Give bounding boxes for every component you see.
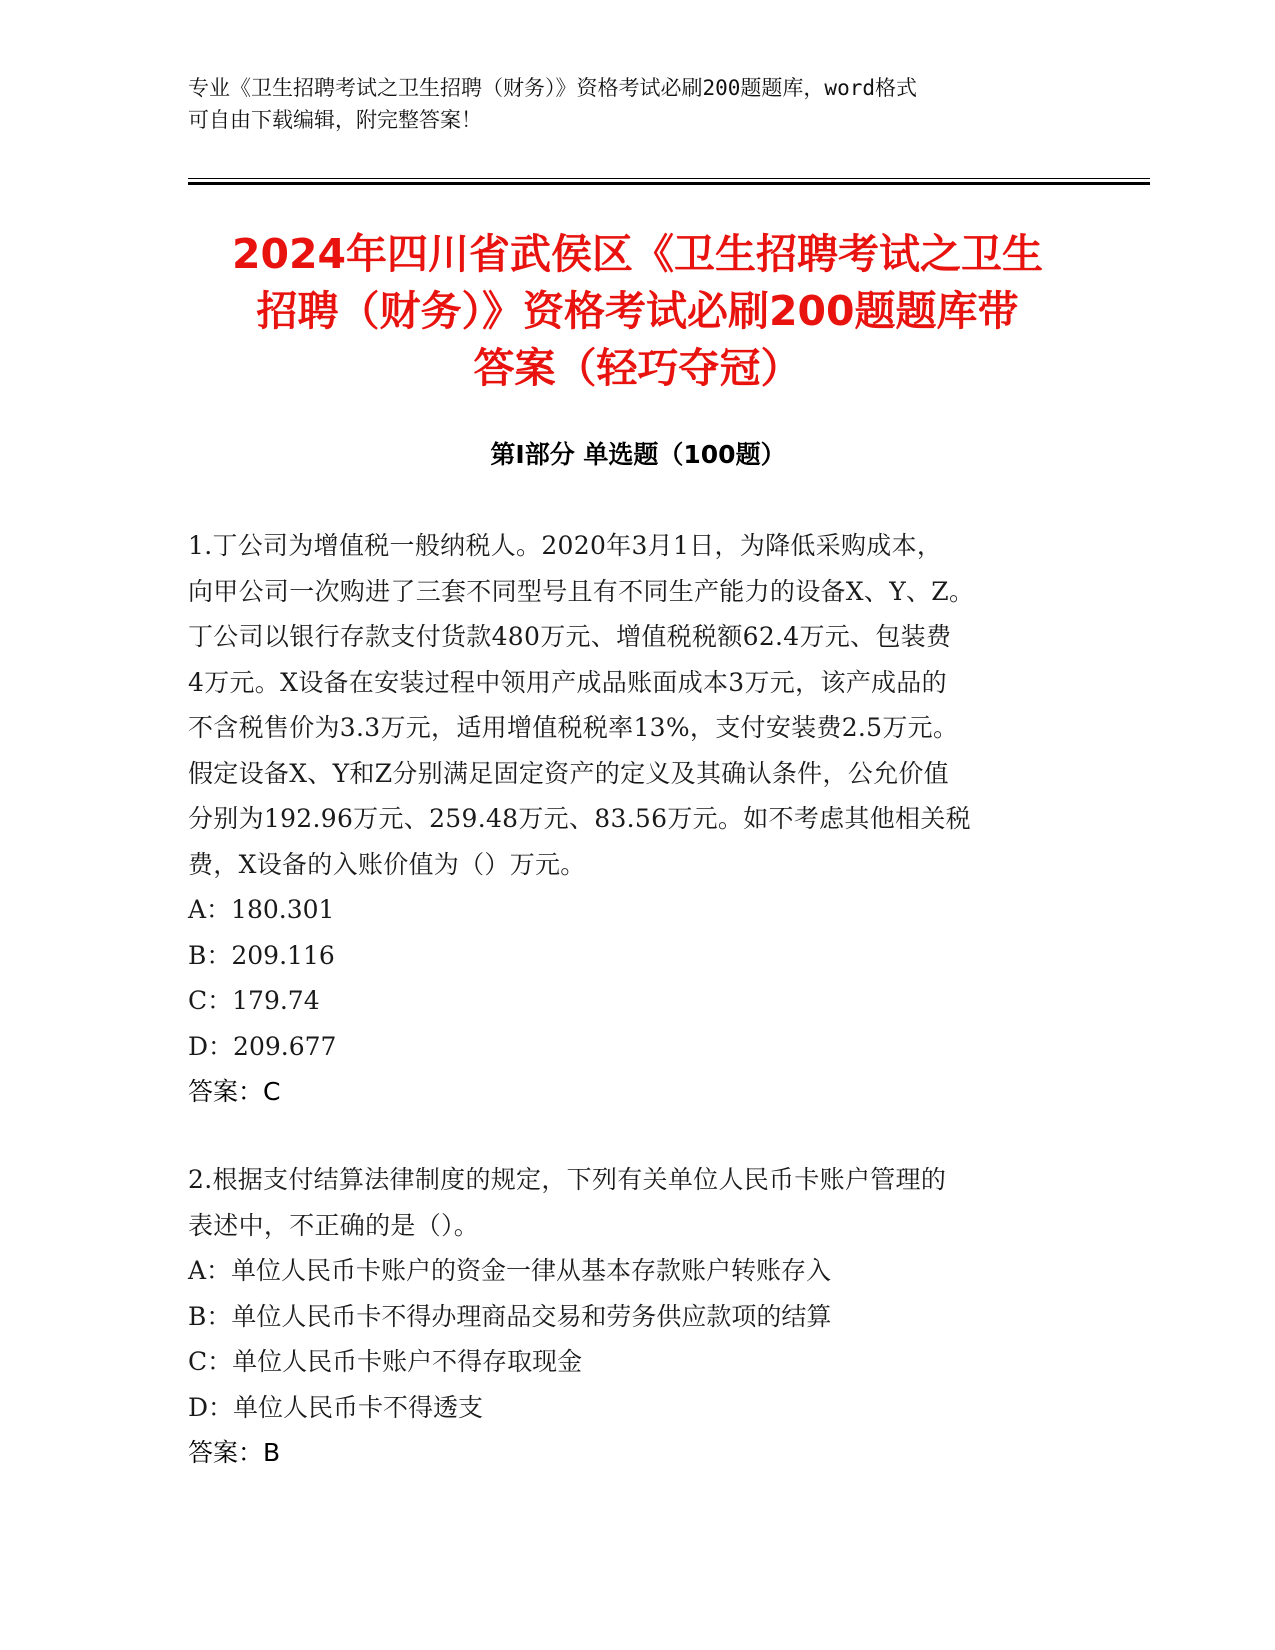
document-title-line-3: 答案（轻巧夺冠） [473,344,802,392]
option-b: B：单位人民币卡不得办理商品交易和劳务供应款项的结算 [188,1301,832,1331]
option-a: A：单位人民币卡账户的资金一律从基本存款账户转账存入 [188,1256,832,1285]
option-c: C：单位人民币卡账户不得存取现金 [188,1347,583,1376]
answer: 答案：B [188,1438,281,1467]
question-stem-line: 表述中，不正确的是（）。 [188,1210,480,1240]
answer: 答案：C [188,1077,281,1106]
option-d: D：209.677 [188,1031,337,1061]
document-title-line-1: 2024年四川省武侯区《卫生招聘考试之卫生 [231,230,1044,278]
document-title [160,226,1115,397]
question-stem-line: 4万元。X设备在安装过程中领用产成品账面成本3万元，该产成品的 [188,667,947,697]
section-title: 第Ⅰ部分 单选题（100题） [490,440,786,469]
question-stem-line: 丁公司以银行存款支付货款480万元、增值税税额62.4万元、包装费 [188,622,952,651]
question-stem-line: 2.根据支付结算法律制度的规定，下列有关单位人民币卡账户管理的 [188,1165,947,1194]
option-c: C：179.74 [188,986,320,1015]
question-1 [188,523,1088,1115]
question-stem-line: 1.丁公司为增值税一般纳税人。2020年3月1日，为降低采购成本， [188,531,943,560]
header-note-line-2: 可自由下载编辑，附完整答案！ [188,108,482,132]
header-divider-thick [188,182,1150,185]
question-stem-line: 费，X设备的入账价值为（）万元。 [188,849,586,879]
question-stem-line: 向甲公司一次购进了三套不同型号且有不同生产能力的设备X、Y、Z。 [188,576,975,606]
question-stem-line: 分别为192.96万元、259.48万元、83.56万元。如不考虑其他相关税 [188,804,971,833]
option-a: A：180.301 [188,895,335,924]
option-b: B：209.116 [188,940,335,970]
document-title-line-2: 招聘（财务）》资格考试必刷200题题库带 [256,287,1019,335]
header-note-line-1: 专业《卫生招聘考试之卫生招聘（财务）》资格考试必刷200题题库，word格式 [188,76,917,100]
question-2 [188,1157,1088,1476]
question-stem-line: 假定设备X、Y和Z分别满足固定资产的定义及其确认条件，公允价值 [188,758,949,788]
option-d: D：单位人民币卡不得透支 [188,1392,484,1422]
header-divider-thin [188,178,1150,179]
question-stem-line: 不含税售价为3.3万元，适用增值税税率13%，支付安装费2.5万元。 [188,713,959,742]
header-note [188,72,1068,136]
